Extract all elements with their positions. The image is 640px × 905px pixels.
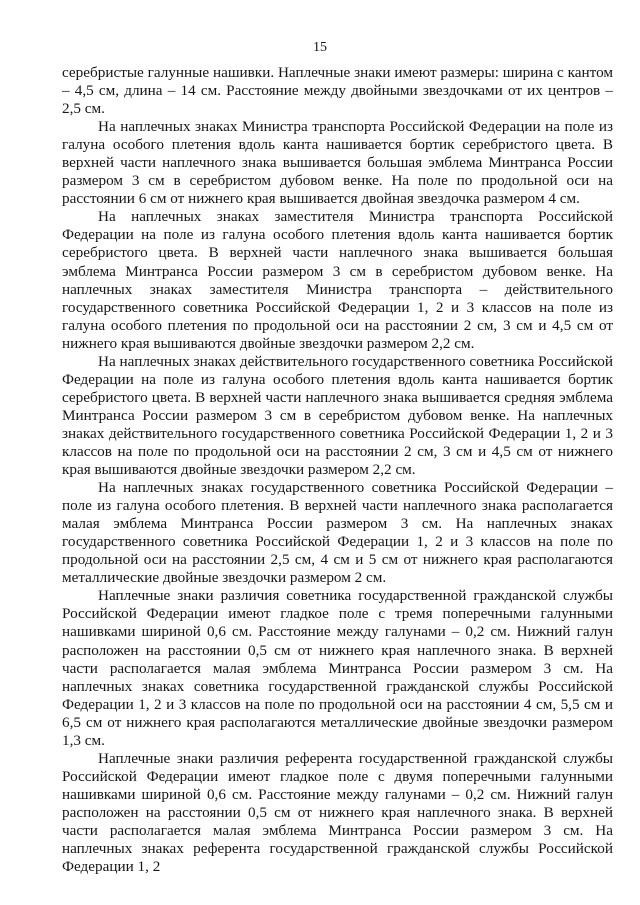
paragraph-actual-state-councillor-insignia: На наплечных знаках действительного государственного советника Российской Федерации на поле из галуна особого плетения вдоль канта нашивается бортик серебристого цвета. В верхней части наплечного знака вышивается средняя эмблема Минтранса России размером 3 см в серебристом дубовом венке. На наплечных знаках действительного государственного советника Российской Федерации 1, 2 и 3 классов на поле по продольной оси на расстоянии 2 см, 3 см и 4,5 см от нижнего края вышиваются двойные звездочки размером 2,2 см. (62, 352, 613, 479)
paragraph-continuation: серебристые галунные нашивки. Наплечные знаки имеют размеры: ширина с кантом – 4,5 см, длина – 14 см. Расстояние между двойными звездочками от их центров – 2,5 см. (62, 64, 613, 118)
paragraph-civil-service-councillor-insignia: Наплечные знаки различия советника государственной гражданской службы Российской Федерации имеют гладкое поле с тремя поперечными галунными нашивками шириной 0,6 см. Расстояние между галунами – 0,2 см. Нижний галун расположен на расстоянии 0,5 см от нижнего края наплечного знака. В верхней части располагается малая эмблема Минтранса России размером 3 см. На наплечных знаках советника государственной гражданской службы Российской Федерации 1, 2 и 3 классов на поле по продольной оси на расстоянии 4 см, 5,5 см и 6,5 см от нижнего края располагаются металлические двойные звездочки размером 1,3 см. (62, 587, 613, 749)
paragraph-civil-service-referent-insignia: Наплечные знаки различия референта государственной гражданской службы Российской Федерации имеют гладкое поле с двумя поперечными галунными нашивками шириной 0,6 см. Расстояние между галунами – 0,2 см. Нижний галун расположен на расстоянии 0,5 см от нижнего края наплечного знака. В верхней части располагается малая эмблема Минтранса России размером 3 см. На наплечных знаках референта государственной гражданской службы Российской Федерации 1, 2 (62, 749, 613, 876)
paragraph-minister-insignia: На наплечных знаках Министра транспорта Российской Федерации на поле из галуна особого плетения вдоль канта нашивается бортик серебристого цвета. В верхней части наплечного знака вышивается большая эмблема Минтранса России размером 3 см в серебристом дубовом венке. На поле по продольной оси на расстоянии 6 см от нижнего края вышивается двойная звездочка размером 4 см. (62, 118, 613, 208)
document-body (62, 64, 613, 876)
paragraph-state-councillor-insignia: На наплечных знаках государственного советника Российской Федерации – поле из галуна особого плетения. В верхней части наплечного знака располагается малая эмблема Минтранса России размером 3 см. На наплечных знаках государственного советника Российской Федерации 1, 2 и 3 классов на поле по продольной оси на расстоянии 2,5 см, 4 см и 5 см от нижнего края располагаются металлические двойные звездочки размером 2 см. (62, 479, 613, 587)
paragraph-deputy-minister-insignia: На наплечных знаках заместителя Министра транспорта Российской Федерации на поле из галуна особого плетения вдоль канта нашивается бортик серебристого цвета. В верхней части наплечного знака вышивается большая эмблема Минтранса России размером 3 см в серебристом дубовом венке. На наплечных знаках заместителя Министра транспорта – действительного государственного советника Российской Федерации 1, 2 и 3 классов на поле из галуна особого плетения по продольной оси на расстоянии 2 см, 3 см и 4,5 см от нижнего края вышиваются двойные звездочки размером 2,2 см. (62, 208, 613, 352)
page-number: 15 (313, 40, 327, 55)
